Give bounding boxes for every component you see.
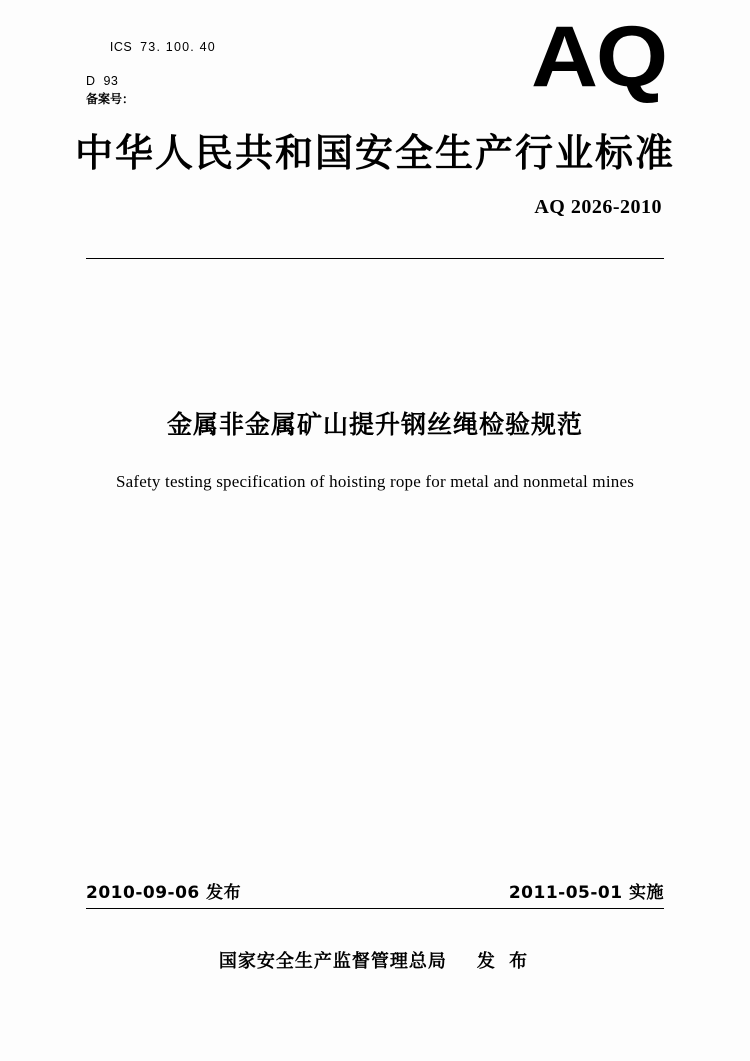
effective-date: 2011-05-01 实施 [508, 883, 664, 903]
divider-bottom [86, 908, 664, 909]
publisher-name: 国家安全生产监督管理总局 [218, 951, 447, 972]
ics-line [86, 22, 216, 73]
standard-number: AQ 2026-2010 [534, 196, 662, 218]
document-title-english: Safety testing specification of hoisting rope for metal and nonmetal mines [115, 472, 635, 491]
document-meta-block [86, 22, 216, 107]
ics-value: 73. 100. 40 [140, 39, 216, 54]
standard-series-title: 中华人民共和国安全生产行业标准 [74, 131, 675, 175]
ics-label: ICS [109, 39, 133, 54]
publisher-line [0, 947, 750, 973]
document-title-chinese: 金属非金属矿山提升钢丝绳检验规范 [166, 410, 583, 439]
publisher-verb: 发 布 [476, 951, 532, 972]
filing-number-label: 备案号： [86, 91, 135, 106]
issue-date: 2010-09-06 发布 [86, 883, 242, 903]
aq-logo: AQ [531, 9, 666, 105]
classification-code: D 93 [86, 73, 119, 88]
divider-top [86, 258, 664, 259]
